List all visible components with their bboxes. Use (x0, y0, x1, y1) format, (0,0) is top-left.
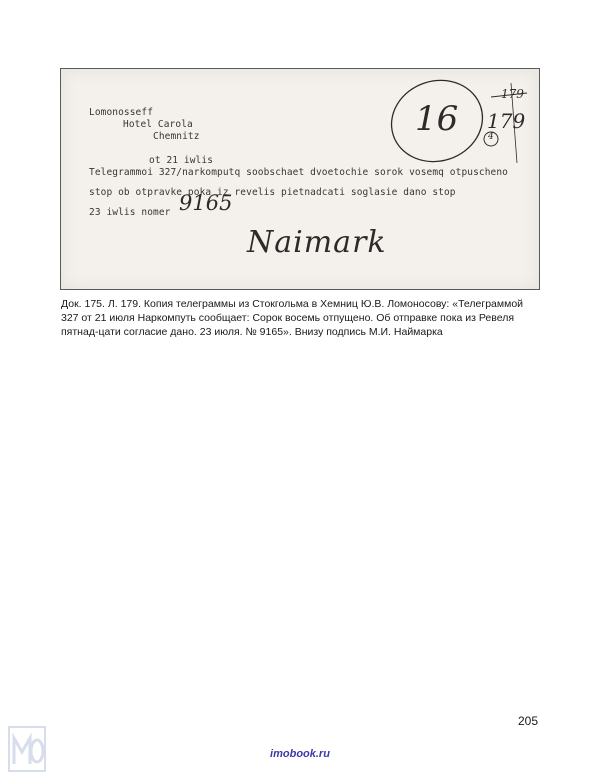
typed-city: Chemnitz (153, 131, 200, 142)
typed-date: ot 21 iwlis (149, 155, 214, 166)
handwritten-small-circled: 4 (488, 132, 494, 142)
handwritten-number: 9165 (179, 191, 233, 215)
figure-caption: Док. 175. Л. 179. Копия телеграммы из Стокгольма в Хемниц Ю.В. Ломоносову: «Телеграммой 327 от 21 июля Наркомпуть сообщает: Сорок восемь отпущено. Об отправке пока из Ревеля пятнад-цати согласие дано. 23 июля. № 9165». Внизу подпись М.И. Наймарка (61, 298, 524, 338)
typed-hotel: Hotel Carola (123, 119, 193, 130)
handwritten-signature: Naimark (247, 225, 387, 260)
footer-site-link[interactable]: imobook.ru (270, 748, 330, 760)
handwritten-corner-number: 179 (501, 87, 524, 101)
typed-body-line-3: 23 iwlis nomer (89, 207, 171, 218)
typed-addressee: Lomonosseff (89, 107, 154, 118)
typed-body-line-2: stop ob otpravke poka iz revelis pietnadcati soglasie dano stop (89, 187, 456, 198)
page-number: 205 (518, 714, 539, 728)
typed-body-line-1: Telegrammoi 327/narkomputq soobschaet dvoetochie sorok vosemq otpuscheno (89, 167, 509, 178)
handwritten-page-number: 179 (487, 109, 526, 133)
telegram-scan-image (60, 68, 540, 290)
handwritten-circled-number: 16 (415, 99, 459, 139)
